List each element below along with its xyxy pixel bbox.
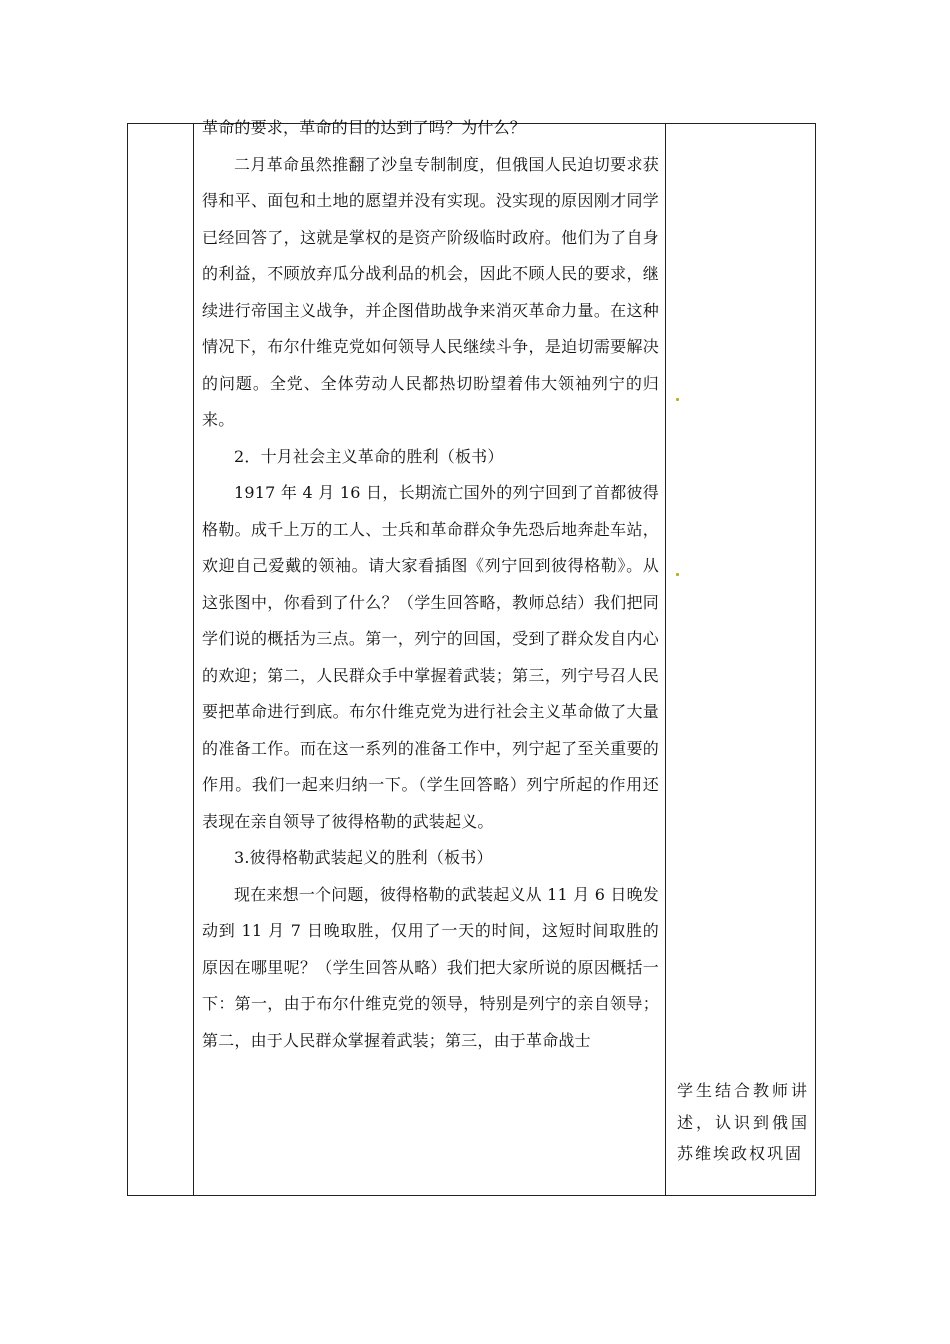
paragraph: 二月革命虽然推翻了沙皇专制制度，但俄国人民迫切要求获得和平、面包和土地的愿望并没有实现。没实现的原因刚才同学已经回答了，这就是掌权的是资产阶级临时政府。他们为了自身的利益，不顾放弃瓜分战利品的机会，因此不顾人民的要求，继续进行帝国主义战争，并企图借助战争来消灭革命力量。在这种情况下，布尔什维克党如何领导人民继续斗争，是迫切需要解决的问题。全党、全体劳动人民都热切盼望着伟大领袖列宁的归来。 [202,154,659,429]
section-heading: 3.彼得格勒武装起义的胜利（板书） [234,848,493,867]
student-activity-text: 学生结合教师讲述，认识到俄国苏维埃政权巩固 [677,1081,809,1163]
column-divider [665,124,666,1195]
paragraph: 现在来想一个问题，彼得格勒的武装起义从 11 月 6 日晚发动到 11 月 7 日晚取胜，仅用了一天的时间，这短时间取胜的原因在哪里呢？（学生回答从略）我们把大家所说的原因概括一下：第一，由于布尔什维克党的领导，特别是列宁的亲自领导；第二，由于人民群众掌握着武装；第三，由于革命战士 [202,884,659,1050]
section-heading: 2．十月社会主义革命的胜利（板书） [234,446,504,466]
column-divider [193,124,194,1195]
student-activity-cell [677,1075,809,1170]
speck-mark [676,573,679,576]
speck-mark [676,398,679,401]
paragraph: 革命的要求，革命的目的达到了吗？为什么？ [202,118,527,137]
paragraph: 1917 年 4 月 16 日，长期流亡国外的列宁回到了首都彼得格勒。成千上万的工人、士兵和革命群众争先恐后地奔赴车站，欢迎自己爱戴的领袖。请大家看插图《列宁回到彼得格勒》。从这张图中，你看到了什么？（学生回答略，教师总结）我们把同学们说的概括为三点。第一，列宁的回国，受到了群众发自内心的欢迎；第二，人民群众手中掌握着武装；第三，列宁号召人民要把革命进行到底。布尔什维克党为进行社会主义革命做了大量的准备工作。而在这一系列的准备工作中，列宁起了至关重要的作用。我们一起来归纳一下。（学生回答略）列宁所起的作用还表现在亲自领导了彼得格勒的武装起义。 [202,483,659,831]
teaching-content-cell [202,110,659,1059]
